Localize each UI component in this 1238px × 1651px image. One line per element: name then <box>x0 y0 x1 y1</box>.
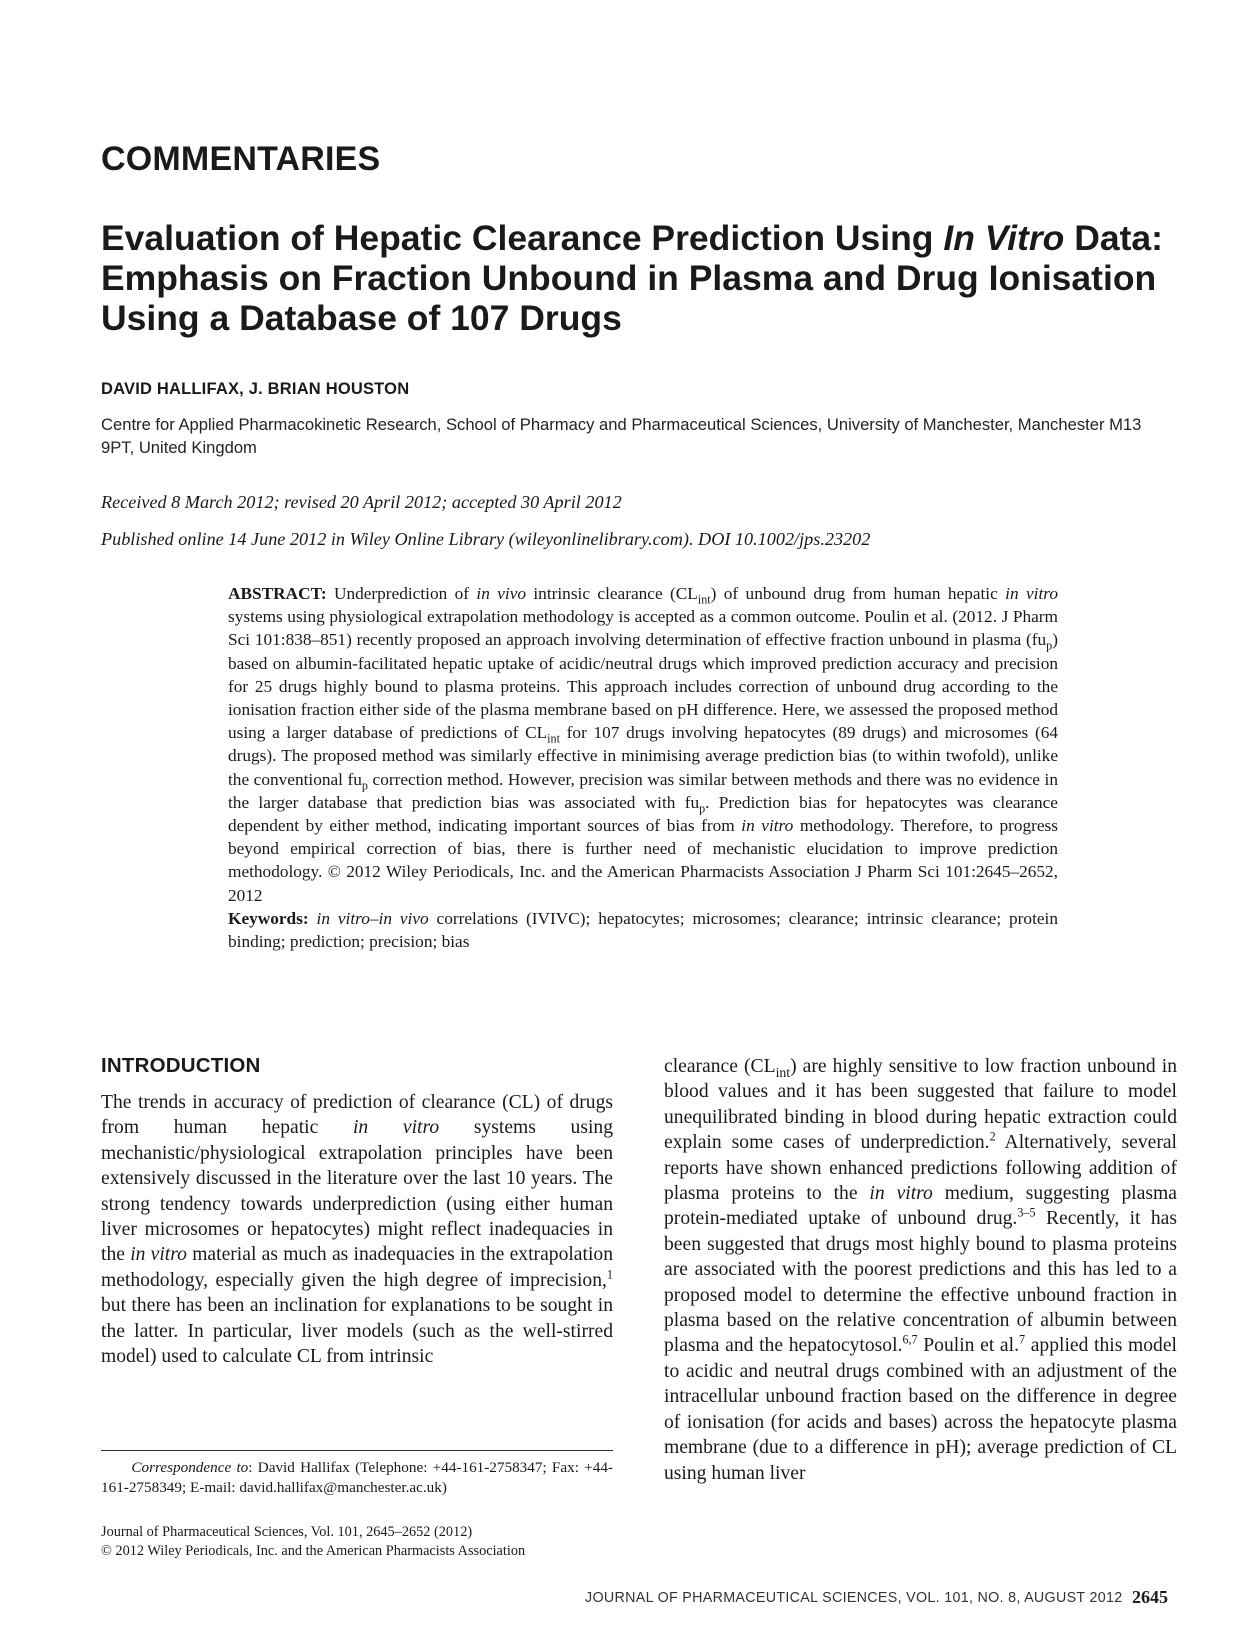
affiliation: Centre for Applied Pharmacokinetic Research, School of Pharmacy and Pharmaceutical Sciences, University of Manchester, Manchester M13 9PT, United Kingdom <box>101 415 1142 457</box>
publication-info: Published online 14 June 2012 in Wiley Online Library (wileyonlinelibrary.com). DOI 10.1002/jps.23202 <box>101 529 871 549</box>
received-dates: Received 8 March 2012; revised 20 April 2012; accepted 30 April 2012 <box>101 492 622 512</box>
introduction-column-right: clearance $(CL_{int})$ are highly sensitive to low fraction unbound in blood values and it has been suggested that failure to model unequilibrated binding in blood during hepatic extraction could explain some cases of underprediction.$^2$ Alternatively, several reports have shown enhanced predictions following addition of plasma proteins to the in vitro medium, suggesting plasma protein-mediated uptake of unbound drug.$^{3-5}$ Recently, it has been suggested that drugs most highly bound to plasma proteins are associated with the poorest predictions and this has led to a proposed model to determine the effective unbound fraction in plasma based on the relative concentration of albumin between plasma and the hepatocytosol.$^{6,7}$ Poulin et al.$^7$ applied this model to acidic and neutral drugs combined with an adjustment of the intracellular unbound fraction based on the difference in degree of ionisation (for acids and bases) across the hepatocyte plasma membrane (due to a difference in pH); average prediction of CL using human liver <box>664 1056 1178 1484</box>
section-label: COMMENTARIES <box>101 140 381 178</box>
correspondence-label: Correspondence to <box>131 1459 249 1476</box>
keywords-label: Keywords: <box>228 908 309 928</box>
title-part2: Data: Emphasis on Fraction Unbound in Plasma and Drug Ionisation Using a Database of 107 Drugs <box>101 218 1163 338</box>
abstract-text: ABSTRACT: Underprediction of in vivo intrinsic clearance $(CL_{int})$ of unbound drug from human hepatic in vitro systems using physiological extrapolation methodology is accepted as a common outcome. Poulin et al. (2012. J Pharm Sci 101:838–851) recently proposed an approach involving determination of effective fraction unbound in plasma $(fu_p)$ based on albumin-facilitated hepatic uptake of acidic/neutral drugs which improved prediction accuracy and precision for 25 drugs highly bound to plasma proteins. This approach includes correction of unbound drug according to the ionisation fraction either side of the plasma membrane based on pH difference. Here, we assessed the proposed method using a larger database of predictions of $CL_{int}$ for 107 drugs involving hepatocytes (89 drugs) and microsomes (64 drugs). The proposed method was similarly effective in minimising average prediction bias (to within twofold), unlike the conventional $fu_p$ correction method. However, precision was similar between methods and there was no evidence in the larger database that prediction bias was associated with $fu_p$. Prediction bias for hepatocytes was clearance dependent by either method, indicating important sources of bias from in vitro methodology. Therefore, to progress beyond empirical correction of bias, there is further need of mechanistic elucidation to improve prediction methodology. © 2012 Wiley Periodicals, Inc. and the American Pharmacists Association J Pharm Sci 101:2645–2652, 2012 <box>228 584 1059 905</box>
introduction-heading: INTRODUCTION <box>101 1054 261 1077</box>
abstract <box>228 582 1058 953</box>
title-part1: Evaluation of Hepatic Clearance Prediction Using <box>101 218 944 258</box>
title-italic: In Vitro <box>943 218 1065 258</box>
correspondence-footnote <box>101 1458 613 1497</box>
copyright-line: © 2012 Wiley Periodicals, Inc. and the American Pharmacists Association <box>101 1543 526 1559</box>
introduction-column-left: The trends in accuracy of prediction of clearance (CL) of drugs from human hepatic in vitro systems using mechanistic/physiological extrapolation principles have been extensively discussed in the literature over the last 10 years. The strong tendency towards underprediction (using either human liver microsomes or hepatocytes) might reflect inadequacies in the in vitro material as much as inadequacies in the extrapolation methodology, especially given the high degree of imprecision,$^1$ but there has been an inclination for explanations to be sought in the latter. In particular, liver models (such as the well-stirred model) used to calculate CL from intrinsic <box>101 1092 614 1368</box>
authors: DAVID HALLIFAX, J. BRIAN HOUSTON <box>101 380 410 398</box>
keywords: Keywords: in vitro–in vivo correlations (IVIVC); hepatocytes; microsomes; clearance; intrinsic clearance; protein binding; prediction; precision; bias <box>228 908 1058 952</box>
footnote-divider <box>101 1450 613 1451</box>
abstract-label: ABSTRACT: <box>228 584 327 603</box>
journal-citation <box>101 1523 621 1561</box>
correspondence-text: : David Hallifax (Telephone: +44-161-2758347; Fax: +44-161-2758349; E-mail: david.hallifax@manchester.ac.uk) <box>101 1459 613 1496</box>
journal-citation-line: Journal of Pharmaceutical Sciences, Vol. 101, 2645–2652 (2012) <box>101 1524 473 1540</box>
article-title <box>101 218 1181 338</box>
page-number: 2645 <box>1132 1587 1168 1607</box>
running-footer: JOURNAL OF PHARMACEUTICAL SCIENCES, VOL. 101, NO. 8, AUGUST 2012 <box>585 1590 1123 1606</box>
